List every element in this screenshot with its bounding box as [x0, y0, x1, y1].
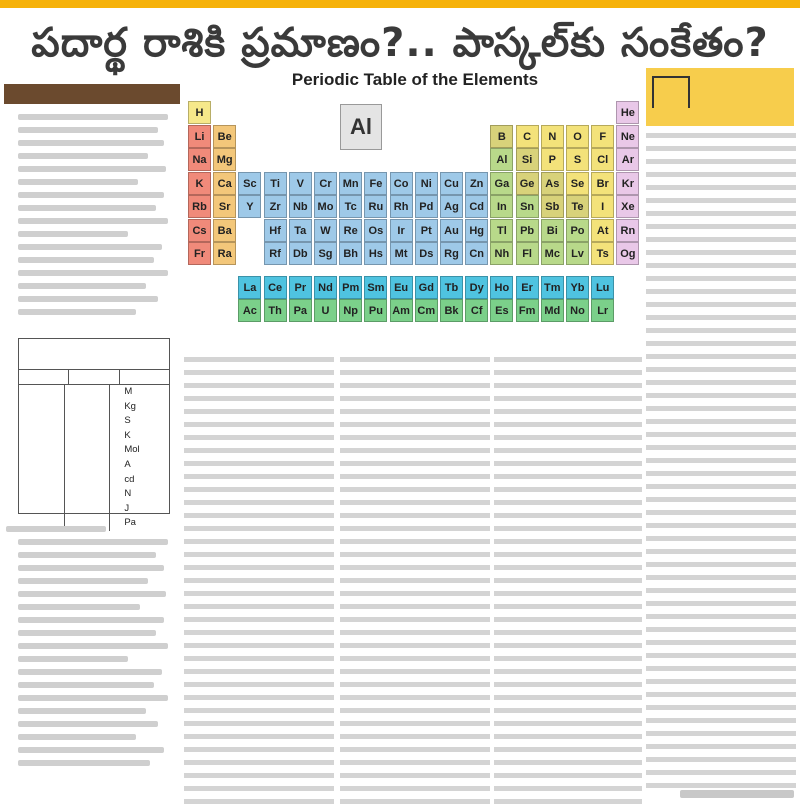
element-cell: W — [314, 219, 337, 242]
units-table-row — [19, 502, 169, 517]
element-cell: Fl — [516, 242, 539, 265]
element-cell: Cs — [188, 219, 211, 242]
element-cell: Zn — [465, 172, 488, 195]
actinide-cell: Th — [264, 299, 287, 322]
element-cell: Db — [289, 242, 312, 265]
units-table-caption — [19, 339, 169, 370]
unit-symbol: J — [124, 502, 130, 514]
element-cell: Nb — [289, 195, 312, 218]
actinide-cell: U — [314, 299, 337, 322]
element-cell: He — [616, 101, 639, 124]
actinide-cell: Np — [339, 299, 362, 322]
element-cell: C — [516, 125, 539, 148]
element-cell: Po — [566, 219, 589, 242]
units-table-row — [19, 487, 169, 502]
element-cell: Ds — [415, 242, 438, 265]
element-cell: P — [541, 148, 564, 171]
legend-sample-element: Al — [340, 104, 382, 150]
element-cell: B — [490, 125, 513, 148]
element-cell: Nh — [490, 242, 513, 265]
element-cell: Be — [213, 125, 236, 148]
lanthanide-cell: Nd — [314, 276, 337, 299]
element-cell: N — [541, 125, 564, 148]
actinide-cell: Pa — [289, 299, 312, 322]
unit-symbol: N — [124, 488, 132, 500]
units-table-row — [19, 473, 169, 488]
element-cell: Sg — [314, 242, 337, 265]
lanthanide-cell: Ce — [264, 276, 287, 299]
element-cell: Na — [188, 148, 211, 171]
lanthanide-cell: Tb — [440, 276, 463, 299]
element-cell: Og — [616, 242, 639, 265]
actinide-cell: Bk — [440, 299, 463, 322]
element-cell: H — [188, 101, 211, 124]
element-cell: I — [591, 195, 614, 218]
element-cell: Li — [188, 125, 211, 148]
lanthanide-cell: Ho — [490, 276, 513, 299]
body-column-1 — [184, 352, 334, 808]
element-cell: Ts — [591, 242, 614, 265]
element-cell: Rh — [390, 195, 413, 218]
element-cell: Mc — [541, 242, 564, 265]
element-cell: Ta — [289, 219, 312, 242]
actinide-cell: Es — [490, 299, 513, 322]
element-cell: Co — [390, 172, 413, 195]
element-cell: Ag — [440, 195, 463, 218]
element-cell: Cn — [465, 242, 488, 265]
element-cell: Pb — [516, 219, 539, 242]
element-cell: Y — [238, 195, 261, 218]
element-cell: O — [566, 125, 589, 148]
lanthanide-cell: Tm — [541, 276, 564, 299]
unit-symbol: A — [124, 458, 131, 470]
element-cell: F — [591, 125, 614, 148]
element-cell: Ni — [415, 172, 438, 195]
element-cell: Se — [566, 172, 589, 195]
units-table-row — [19, 400, 169, 415]
left-sidebar-heading — [4, 84, 180, 104]
units-table-row — [19, 443, 169, 458]
element-cell: Cd — [465, 195, 488, 218]
element-cell: Ir — [390, 219, 413, 242]
lanthanide-cell: Gd — [415, 276, 438, 299]
element-cell: Re — [339, 219, 362, 242]
unit-symbol: M — [124, 386, 133, 397]
lanthanide-cell: Pr — [289, 276, 312, 299]
element-cell: Sn — [516, 195, 539, 218]
element-cell: Pd — [415, 195, 438, 218]
unit-symbol: cd — [124, 473, 135, 485]
element-cell: Si — [516, 148, 539, 171]
element-cell: Mt — [390, 242, 413, 265]
right-sidebar-text — [646, 128, 796, 788]
element-cell: Ru — [364, 195, 387, 218]
element-cell: Ge — [516, 172, 539, 195]
element-cell: Mg — [213, 148, 236, 171]
element-cell: Kr — [616, 172, 639, 195]
element-cell: Cr — [314, 172, 337, 195]
left-sidebar-text-lower — [6, 520, 178, 808]
element-cell: Hs — [364, 242, 387, 265]
element-cell: Rn — [616, 219, 639, 242]
periodic-table — [188, 96, 642, 346]
actinide-cell: Cf — [465, 299, 488, 322]
lanthanide-cell: Pm — [339, 276, 362, 299]
element-cell: Fr — [188, 242, 211, 265]
lanthanide-cell: Sm — [364, 276, 387, 299]
element-cell: Cl — [591, 148, 614, 171]
units-table-row — [19, 458, 169, 473]
element-cell: Bi — [541, 219, 564, 242]
periodic-table-title: Periodic Table of the Elements — [291, 70, 539, 89]
element-cell: Rf — [264, 242, 287, 265]
body-column-3 — [494, 352, 642, 808]
element-cell: Mo — [314, 195, 337, 218]
unit-symbol: Kg — [124, 400, 136, 412]
lanthanide-cell: Dy — [465, 276, 488, 299]
element-cell: At — [591, 219, 614, 242]
actinide-cell: Ac — [238, 299, 261, 322]
element-cell: Rb — [188, 195, 211, 218]
element-cell: Al — [490, 148, 513, 171]
element-cell: Pt — [415, 219, 438, 242]
body-column-2 — [340, 352, 490, 808]
actinide-cell: Md — [541, 299, 564, 322]
element-cell: Au — [440, 219, 463, 242]
element-cell: Cu — [440, 172, 463, 195]
actinide-cell: Pu — [364, 299, 387, 322]
unit-symbol: K — [124, 429, 131, 441]
units-table-row — [19, 429, 169, 444]
element-cell: As — [541, 172, 564, 195]
lanthanide-cell: Lu — [591, 276, 614, 299]
element-cell: Lv — [566, 242, 589, 265]
element-cell: Ar — [616, 148, 639, 171]
actinide-cell: Cm — [415, 299, 438, 322]
page-headline: పదార్థ రాశికి ప్రమాణం?.. పాస్కల్‌కు సంకేతం? — [31, 20, 769, 66]
actinide-cell: Am — [390, 299, 413, 322]
element-cell: Zr — [264, 195, 287, 218]
element-cell: K — [188, 172, 211, 195]
element-cell: Rg — [440, 242, 463, 265]
element-cell: Os — [364, 219, 387, 242]
element-cell: Hg — [465, 219, 488, 242]
element-cell: Ti — [264, 172, 287, 195]
element-cell: Fe — [364, 172, 387, 195]
unit-symbol: S — [124, 415, 131, 427]
element-cell: S — [566, 148, 589, 171]
left-sidebar-text — [6, 108, 178, 338]
actinide-cell: Lr — [591, 299, 614, 322]
element-cell: Xe — [616, 195, 639, 218]
element-cell: Ne — [616, 125, 639, 148]
right-sidebar-heading — [646, 108, 794, 124]
element-cell: Sc — [238, 172, 261, 195]
actinide-cell: No — [566, 299, 589, 322]
element-cell: Ga — [490, 172, 513, 195]
element-cell: Sr — [213, 195, 236, 218]
element-cell: Hf — [264, 219, 287, 242]
unit-symbol: Pa — [124, 517, 136, 529]
units-table-row — [19, 414, 169, 429]
units-table-header — [19, 370, 169, 385]
lanthanide-cell: Eu — [390, 276, 413, 299]
element-cell: Br — [591, 172, 614, 195]
actinide-cell: Fm — [516, 299, 539, 322]
element-cell: Ca — [213, 172, 236, 195]
element-cell: Te — [566, 195, 589, 218]
element-cell: Ra — [213, 242, 236, 265]
element-cell: In — [490, 195, 513, 218]
element-cell: V — [289, 172, 312, 195]
lanthanide-cell: La — [238, 276, 261, 299]
element-cell: Tl — [490, 219, 513, 242]
element-cell: Ba — [213, 219, 236, 242]
unit-symbol: Mol — [124, 444, 140, 456]
element-cell: Mn — [339, 172, 362, 195]
units-table-row — [19, 385, 169, 400]
author-byline — [680, 790, 794, 798]
element-cell: Tc — [339, 195, 362, 218]
element-cell: Sb — [541, 195, 564, 218]
lanthanide-cell: Er — [516, 276, 539, 299]
element-cell: Bh — [339, 242, 362, 265]
lanthanide-cell: Yb — [566, 276, 589, 299]
top-accent-bar — [0, 0, 800, 8]
units-table — [18, 338, 170, 529]
